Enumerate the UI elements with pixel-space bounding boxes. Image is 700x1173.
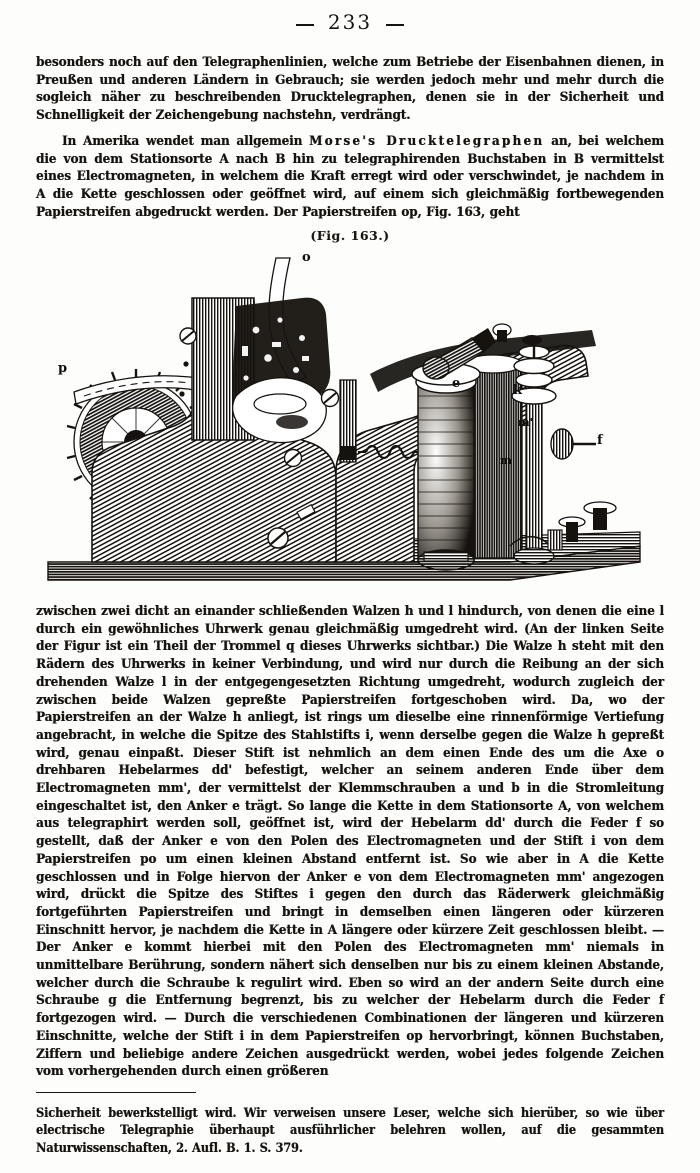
morse-telegraph-engraving <box>40 246 660 586</box>
header-dash-left <box>296 24 314 26</box>
paragraph-intro-text: besonders noch auf den Telegraphenlinien, welche zum Betriebe der Eisenbahnen dienen, in Preußen und anderen Ländern in Gebrauch; sie werden jedoch mehr und mehr durch die sogleich näher zu beschreibenden Drucktelegraphen, denen sie in der Sicherheit und Schnelligkeit der Zeichengebung nachstehn, verdrängt. <box>36 54 664 124</box>
figure-label-m: m <box>500 454 512 467</box>
paragraph-intro <box>36 54 664 125</box>
figure-label-p: p <box>58 361 68 376</box>
figure-163 <box>0 228 700 588</box>
paragraph-description-text: zwischen zwei dicht an einander schließenden Walzen h und l hindurch, von denen die eine l durch ein gewöhnliches Uhrwerk genau gleichmäßig umgedreht wird. (An der linken Seite der Figur ist ein Theil der Trommel q dieses Uhrwerks sichtbar.) Die Walze h steht mit den Rädern des Uhrwerks in keiner Verbindung, und wird nur durch die Reibung an der sich drehenden Walze l in der entgegengesetzten Richtung umgedreht, wodurch zugleich der zwischen beide Walzen gepreßte Papierstreifen fortgeschoben wird. Da, wo der Papierstreifen an der Walze h anliegt, ist rings um dieselbe eine rinnenförmige Vertiefung angebracht, in welche die Spitze des Stahlstifts i, wenn derselbe gegen die Walze h gepreßt wird, genau einpaßt. Dieser Stift ist nehmlich an dem einen Ende des um die Axe o drehbaren Hebelarmes dd' befestigt, welcher an seinem anderen Ende über dem Electromagneten mm', der vermittelst der Klemmschrauben a und b in die Stromleitung eingeschaltet ist, den Anker e trägt. So lange die Kette in dem Stationsorte A, von welchem aus telegraphirt werden soll, geöffnet ist, wird der Hebelarm dd' durch die Feder f so gestellt, daß der Anker e von den Polen des Electromagneten und der Stift i von dem Papierstreifen po um einen kleinen Abstand entfernt ist. So wie aber in A die Kette geschlossen und in Folge hiervon der Anker e von dem Electromagneten mm' angezogen wird, drückt die Spitze des Stiftes i gegen den durch das Räderwerk gleichmäßig fortgeführten Papierstreifen und bringt in demselben einen längeren oder kürzeren Einschnitt hervor, je nachdem die Kette in A längere oder kürzere Zeit geschlossen bleibt. — Der Anker e kommt hierbei mit den Polen des Electromagneten mm' niemals in unmittelbare Berührung, sondern nähert sich denselben nur bis zu einem kleinen Abstande, welcher durch die Schraube k regulirt wird. Eben so wird an der andern Seite durch eine Schraube g die Entfernung begrenzt, bis zu welcher der Hebelarm durch die Feder f fortgezogen wird. — Durch die verschiedenen Combinationen der längeren und kürzeren Einschnitte, welche der Stift i in dem Papierstreifen op hervorbringt, können Buchstaben, Ziffern und beliebige andere Zeichen ausgedrückt werden, wobei jedes folgende Zeichen vom vorhergehenden durch einen größeren <box>36 603 664 1080</box>
header-dash-right <box>386 24 404 26</box>
paragraph-description <box>36 603 664 1081</box>
figure-label-o: o <box>302 250 311 265</box>
figure-label-f: f <box>597 433 603 448</box>
paragraph-morse <box>36 133 664 222</box>
footnote <box>36 1104 664 1156</box>
page-header <box>0 10 700 34</box>
emphasis-morse-drucktelegraphen: Morse's Drucktelegraphen <box>309 133 545 149</box>
footnote-divider <box>36 1092 196 1093</box>
page-number: 233 <box>327 10 373 34</box>
figure-label-m-prime: m' <box>518 416 534 429</box>
footnote-text: Sicherheit bewerkstelligt wird. Wir verweisen unsere Leser, welche sich hierüber, so wie über electrische Telegraphie überhaupt ausführlicher belehren wollen, auf die gesammten Naturwissenschaften, 2. Aufl. B. 1. S. 379. <box>36 1105 664 1155</box>
figure-label-e: e <box>452 376 461 391</box>
paragraph-morse-lead: In Amerika wendet man allgemein <box>62 133 310 149</box>
figure-label-k: k <box>513 383 523 398</box>
paragraph-morse-rest: an, bei welchem die von dem Stationsorte A nach B hin zu telegraphirenden Buchstaben in B vermittelst eines Electromagneten, in welchem die Kraft erregt wird oder verschwindet, je nachdem in A die Kette geschlossen oder geöffnet wird, auf einem sich gleichmäßig fortbewegenden Papierstreifen abgedruckt werden. Der Papierstreifen op, Fig. 163, geht <box>36 133 664 220</box>
lever-arm-dd <box>340 380 356 462</box>
figure-caption: (Fig. 163.) <box>310 228 390 243</box>
